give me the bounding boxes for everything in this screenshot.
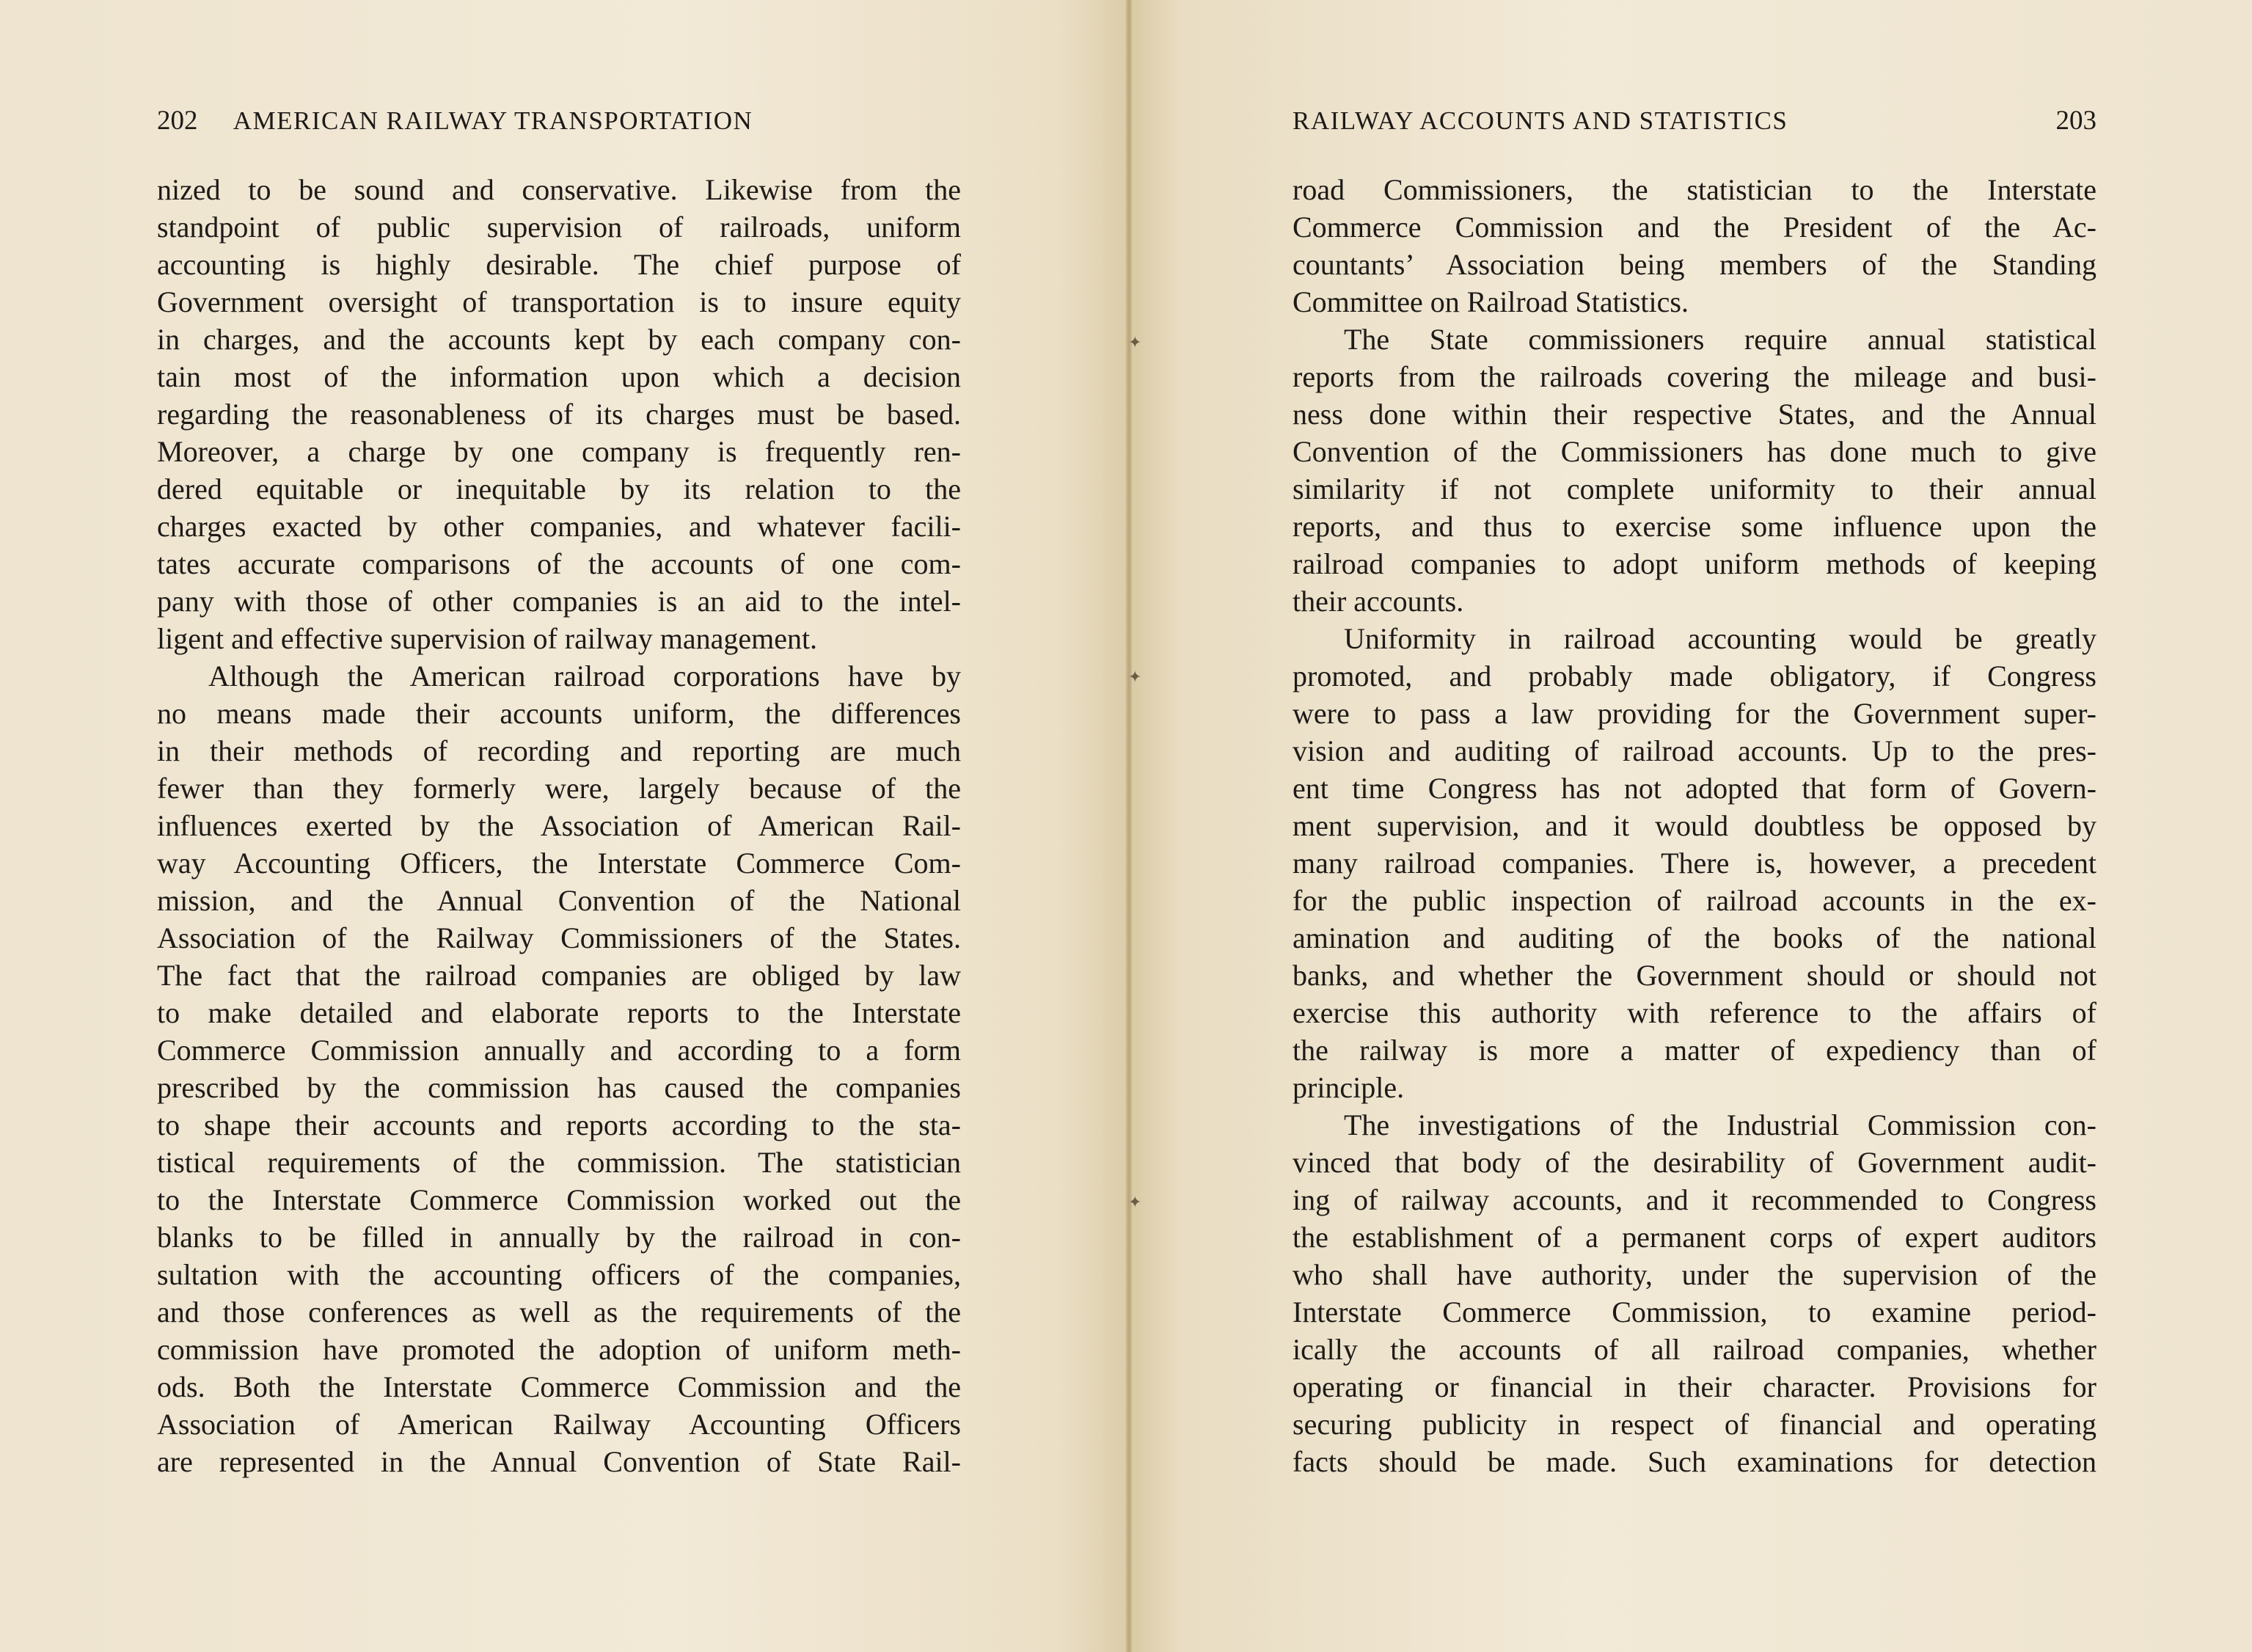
text-line: to the Interstate Commerce Commission worked out the [157, 1183, 961, 1216]
text-line: Association of American Railway Accounting Officers [157, 1408, 961, 1441]
text-line: facts should be made. Such examinations for detection [1293, 1445, 2096, 1478]
text-line: fewer than they formerly were, largely because of the [157, 772, 961, 805]
text-line: similarity if not complete uniformity to their annual [1293, 472, 2096, 505]
binding-thread-mark: ✦ [1128, 1193, 1142, 1211]
text-line: ment supervision, and it would doubtless be opposed by [1293, 809, 2096, 842]
text-line: countants’ Association being members of the Standing [1293, 248, 2096, 281]
text-line: nized to be sound and conservative. Likewise from the [157, 173, 961, 206]
right-page [1126, 0, 2252, 1652]
text-line: road Commissioners, the statistician to the Interstate [1293, 173, 2096, 206]
text-line: their accounts. [1293, 585, 1464, 618]
text-line: way Accounting Officers, the Interstate Commerce Com- [157, 847, 961, 880]
text-line: charges exacted by other companies, and whatever facili- [157, 510, 961, 543]
text-line: reports, and thus to exercise some influence upon the [1293, 510, 2096, 543]
text-line: the establishment of a permanent corps of expert auditors [1293, 1221, 2096, 1254]
right-body-text [1293, 171, 2096, 1480]
left-running-title: AMERICAN RAILWAY TRANSPORTATION [233, 106, 753, 135]
text-line: Interstate Commerce Commission, to examine period- [1293, 1295, 2096, 1328]
right-running-title: RAILWAY ACCOUNTS AND STATISTICS [1293, 106, 1788, 135]
text-line: many railroad companies. There is, however, a precedent [1293, 847, 2096, 880]
text-line: Committee on Railroad Statistics. [1293, 285, 1689, 318]
text-line: Although the American railroad corporations have by [208, 659, 961, 692]
text-line: tates accurate comparisons of the accounts of one com- [157, 547, 961, 580]
text-line: vinced that body of the desirability of Government audit- [1293, 1146, 2096, 1179]
text-line: ent time Congress has not adopted that form of Govern- [1293, 772, 2096, 805]
text-line: dered equitable or inequitable by its relation to the [157, 472, 961, 505]
text-line: pany with those of other companies is an aid to the intel- [157, 585, 961, 618]
text-line: were to pass a law providing for the Government super- [1293, 697, 2096, 730]
text-line: regarding the reasonableness of its charges must be based. [157, 398, 961, 431]
text-line: in their methods of recording and reporting are much [157, 734, 961, 767]
text-line: Convention of the Commissioners has done much to give [1293, 435, 2096, 468]
text-line: railroad companies to adopt uniform methods of keeping [1293, 547, 2096, 580]
binding-thread-mark: ✦ [1128, 333, 1142, 351]
text-line: and those conferences as well as the requirements of the [157, 1295, 961, 1328]
text-line: ically the accounts of all railroad companies, whether [1293, 1333, 2096, 1366]
text-line: securing publicity in respect of financial and operating [1293, 1408, 2096, 1441]
text-line: the railway is more a matter of expediency than of [1293, 1034, 2096, 1067]
text-line: tistical requirements of the commission. The statistician [157, 1146, 961, 1179]
text-line: commission have promoted the adoption of uniform meth- [157, 1333, 961, 1366]
text-line: to shape their accounts and reports according to the sta- [157, 1108, 961, 1141]
text-line: promoted, and probably made obligatory, if Congress [1293, 659, 2096, 692]
text-line: The State commissioners require annual statistical [1344, 323, 2096, 356]
right-running-head [1293, 103, 2096, 139]
text-line: principle. [1293, 1071, 1405, 1104]
left-body-text [157, 171, 961, 1480]
text-line: The fact that the railroad companies are obliged by law [157, 959, 961, 992]
text-line: The investigations of the Industrial Commission con- [1344, 1108, 2096, 1141]
text-line: exercise this authority with reference to the affairs of [1293, 996, 2096, 1029]
text-line: to make detailed and elaborate reports to the Interstate [157, 996, 961, 1029]
text-line: are represented in the Annual Convention of State Rail- [157, 1445, 961, 1478]
text-line: Uniformity in railroad accounting would be greatly [1344, 622, 2096, 655]
text-line: banks, and whether the Government should or should not [1293, 959, 2096, 992]
text-line: vision and auditing of railroad accounts. Up to the pres- [1293, 734, 2096, 767]
book-gutter [1126, 0, 1132, 1652]
text-line: prescribed by the commission has caused the companies [157, 1071, 961, 1104]
left-page-number: 202 [157, 106, 198, 136]
left-running-head [157, 103, 964, 139]
text-line: Commerce Commission and the President of the Ac- [1293, 211, 2096, 244]
text-line: Government oversight of transportation is to insure equity [157, 285, 961, 318]
text-line: sultation with the accounting officers of the companies, [157, 1258, 961, 1291]
text-line: operating or financial in their character. Provisions for [1293, 1370, 2096, 1403]
text-line: accounting is highly desirable. The chief purpose of [157, 248, 961, 281]
text-line: ing of railway accounts, and it recommended to Congress [1293, 1183, 2096, 1216]
text-line: Moreover, a charge by one company is frequently ren- [157, 435, 961, 468]
binding-thread-mark: ✦ [1128, 668, 1142, 686]
text-line: reports from the railroads covering the mileage and busi- [1293, 360, 2096, 393]
text-line: blanks to be filled in annually by the railroad in con- [157, 1221, 961, 1254]
text-line: no means made their accounts uniform, the differences [157, 697, 961, 730]
text-line: amination and auditing of the books of the national [1293, 921, 2096, 954]
text-line: mission, and the Annual Convention of the National [157, 884, 961, 917]
text-line: standpoint of public supervision of railroads, uniform [157, 211, 961, 244]
text-line: Association of the Railway Commissioners of the States. [157, 921, 961, 954]
right-page-number: 203 [2055, 106, 2096, 136]
text-line: ligent and effective supervision of railway management. [157, 622, 818, 655]
text-line: influences exerted by the Association of American Rail- [157, 809, 961, 842]
text-line: who shall have authority, under the supervision of the [1293, 1258, 2096, 1291]
text-line: Commerce Commission annually and according to a form [157, 1034, 961, 1067]
text-line: ness done within their respective States, and the Annual [1293, 398, 2096, 431]
text-line: in charges, and the accounts kept by each company con- [157, 323, 961, 356]
text-line: tain most of the information upon which a decision [157, 360, 961, 393]
text-line: for the public inspection of railroad accounts in the ex- [1293, 884, 2096, 917]
text-line: ods. Both the Interstate Commerce Commission and the [157, 1370, 961, 1403]
